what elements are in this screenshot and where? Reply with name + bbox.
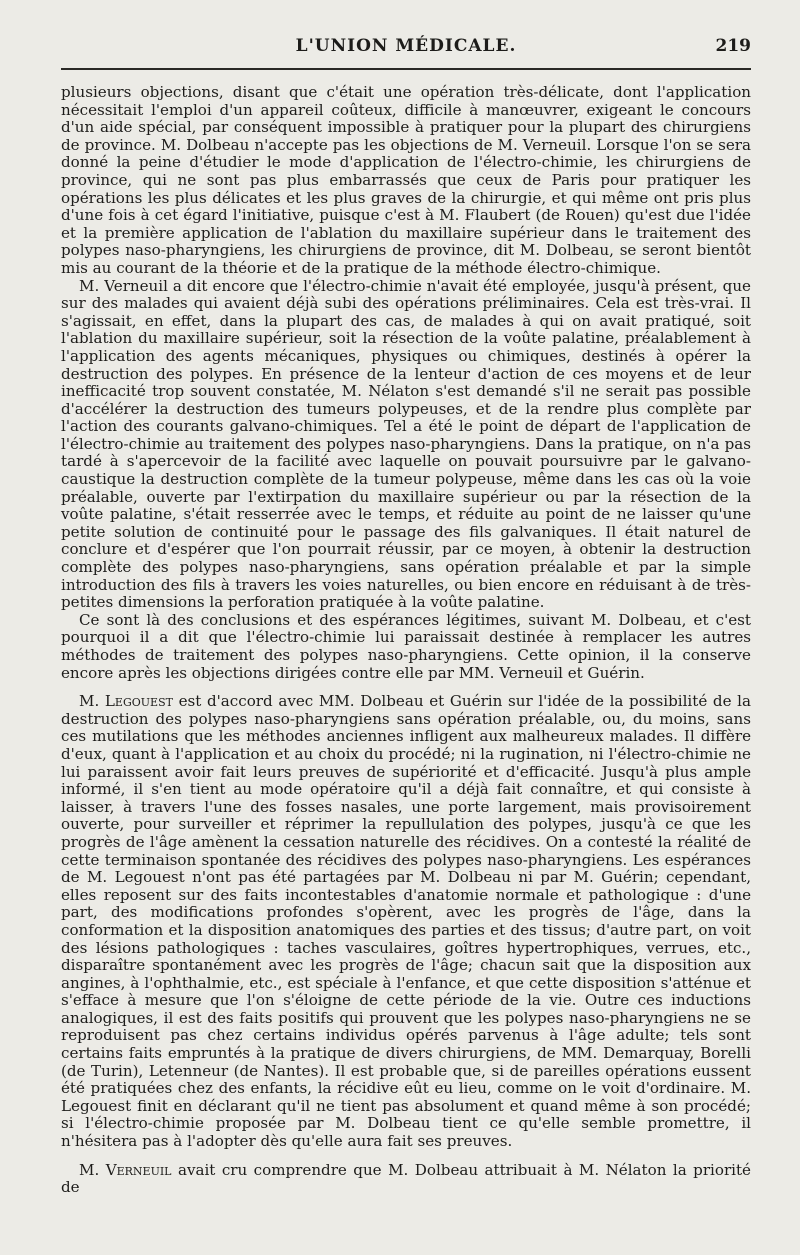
paragraph <box>61 693 751 1150</box>
paragraph: plusieurs objections, disant que c'était une opération très-délicate, dont l'application nécessitait l'emploi d'un appareil coûteux, difficile à manœuvrer, exigeant le concours d'un aide spécial, par conséquent impossible à pratiquer pour la plupart des chirurgiens de province. M. Dolbeau n'accepte pas les objections de M. Verneuil. Lorsque l'on se sera donné la peine d'étudier le mode d'application de l'électro-chimie, les chirurgiens de province, qui ne sont pas plus embarrassés que ceux de Paris pour pratiquer les opérations les plus délicates et les plus graves de la chirurgie, et qui même ont pris plus d'une fois à cet égard l'initiative, puisque c'est à M. Flaubert (de Rouen) qu'est due l'idée et la première application de l'ablation du maxillaire supérieur dans le traitement des polypes naso-pharyngiens, les chirurgiens de province, dit M. Dolbeau, se seront bientôt mis au courant de la théorie et de la pratique de la méthode électro-chimique. <box>61 83 751 277</box>
speaker-prefix: M. <box>79 692 105 711</box>
journal-title: L'UNION MÉDICALE. <box>295 36 517 56</box>
paragraph: Ce sont là des conclusions et des espérances légitimes, suivant M. Dolbeau, et c'est pourquoi il a dit que l'électro-chimie lui paraissait destinée à remplacer les autres méthodes de traitement des polypes naso-pharyngiens. Cette opinion, il la conserve encore après les objections dirigées contre elle par MM. Verneuil et Guérin. <box>61 610 751 682</box>
paragraph: M. Verneuil a dit encore que l'électro-chimie n'avait été employée, jusqu'à présent, que sur des malades qui avaient déjà subi des opérations préliminaires. Cela est très-vrai. Il s'agissait, en effet, dans la plupart des cas, de malades à qui on avait pratiqué, soit l'ablation du maxillaire supérieur, soit la résection de la voûte palatine, préalablement à l'application des agents mécaniques, physiques ou chimiques, destinés à opérer la destruction des polypes. En présence de la lenteur d'action de ces moyens et de leur inefficacité trop souvent constatée, M. Nélaton s'est demandé s'il ne serait pas possible d'accélérer la destruction des tumeurs polypeuses, et de la rendre plus complète par l'action des courants galvano-chimiques. Tel a été le point de départ de l'application de l'électro-chimie au traitement des polypes naso-pharyngiens. Dans la pratique, on n'a pas tardé à s'apercevoir de la facilité avec laquelle on pouvait poursuivre par le galvano-caustique la destruction complète de la tumeur polypeuse, même dans les cas où la voie préalable, ouverte par l'extirpation du maxillaire supérieur ou par la résection de la voûte palatine, s'était resserrée avec le temps, et réduite au point de ne laisser qu'une petite solution de continuité pour le passage des fils galvaniques. Il était naturel de conclure et d'espérer que l'on pourrait réussir, par ce moyen, à obtenir la destruction complète des polypes naso-pharyngiens, sans opération préalable et par la simple introduction des fils à travers les voies naturelles, ou bien encore en réduisant à de très-petites dimensions la perforation pratiquée à la voûte palatine. <box>61 276 751 612</box>
speaker-name: Verneuil <box>105 1160 172 1179</box>
page-number: 219 <box>715 36 751 56</box>
speaker-prefix: M. <box>79 1160 106 1179</box>
speaker-name: Legouest <box>104 692 173 711</box>
paragraph-text: avait cru comprendre que M. Dolbeau attribuait à M. Nélaton la priorité de <box>61 1160 751 1197</box>
paragraph <box>61 1162 751 1197</box>
page-header <box>61 36 751 62</box>
header-rule <box>61 68 751 70</box>
article-body <box>61 84 751 1197</box>
paragraph-text: est d'accord avec MM. Dolbeau et Guérin sur l'idée de la possibilité de la destruction des polypes naso-pharyngiens sans opération préalable, ou, du moins, sans ces mutilations que les méthodes anciennes infligent aux malheureux malades. Il diffère d'eux, quant à l'application et au choix du procédé; ni la rugination, ni l'électro-chimie ne lui paraissent avoir fait leurs preuves de supériorité et d'efficacité. Jusqu'à plus ample informé, il s'en tient au mode opératoire qu'il a déjà fait connaître, et qui consiste à laisser, à travers l'une des fosses nasales, une porte largement, mais provisoirement ouverte, pour surveiller et réprimer la repullulation des polypes, jusqu'à ce que les progrès de l'âge amènent la cessation naturelle des récidives. On a contesté la réalité de cette terminaison spontanée des récidives des polypes naso-pharyngiens. Les espérances de M. Legouest n'ont pas été partagées par M. Dolbeau ni par M. Guérin; cependant, elles reposent sur des faits incontestables d'anatomie normale et pathologique : d'une part, des modifications profondes s'opèrent, avec les progrès de l'âge, dans la conformation et la disposition anatomiques des parties et des tissus; d'autre part, on voit des lésions pathologiques : taches vasculaires, goîtres hypertrophiques, verrues, etc., disparaître spontanément avec les progrès de l'âge; chacun sait que la disposition aux angines, à l'ophthalmie, etc., est spéciale à l'enfance, et que cette disposition s'atténue et s'efface à mesure que l'on s'éloigne de cette période de la vie. Outre ces inductions analogiques, il est des faits positifs qui prouvent que les polypes naso-pharyngiens ne se reproduisent pas chez certains individus opérés parvenus à l'âge adulte; tels sont certains faits empruntés à la pratique de divers chirurgiens, de MM. Demarquay, Borelli (de Turin), Letenneur (de Nantes). Il est probable que, si de pareilles opérations eussent été pratiquées chez des enfants, la récidive eût eu lieu, comme on le voit d'ordinaire. M. Legouest finit en déclarant qu'il ne tient pas absolument et quand même à son procédé; si l'électro-chimie proposée par M. Dolbeau tient ce qu'elle semble promettre, il n'hésitera pas à l'adopter dès qu'elle aura fait ses preuves. <box>61 692 751 1151</box>
